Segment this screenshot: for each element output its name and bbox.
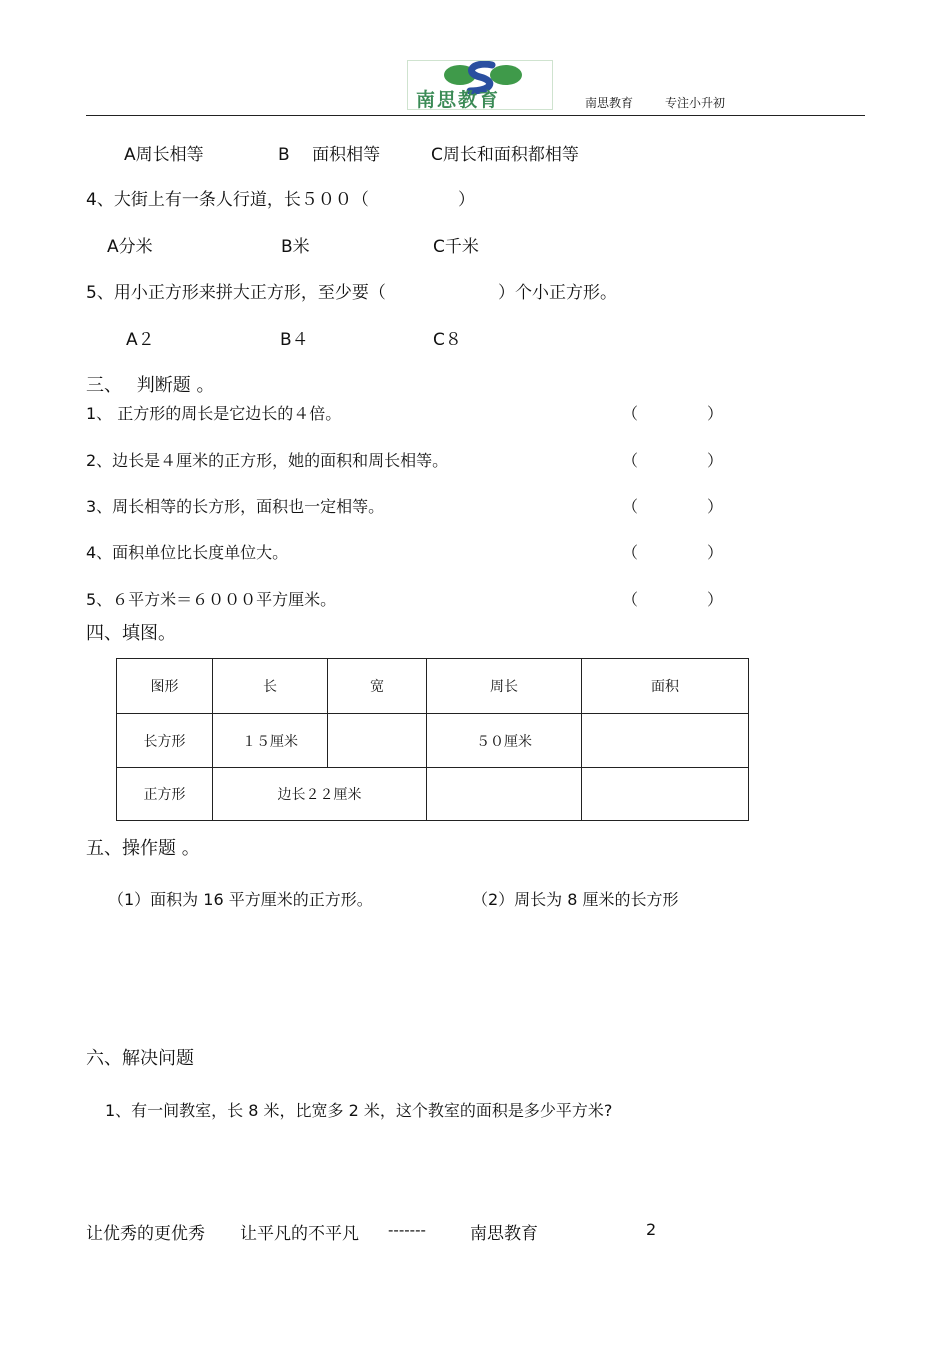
section3-title: 三、 判断题 。 bbox=[86, 375, 215, 396]
q5-question: 5、用小正方形来拼大正方形，至少要（ bbox=[86, 283, 386, 303]
q3-option-b: B 面积相等 bbox=[278, 145, 381, 165]
q5-option-b: B４ bbox=[280, 330, 309, 350]
table-header-cell: 周长 bbox=[427, 659, 582, 714]
judge-item-5: 5、６平方米＝６０００平方厘米。 bbox=[86, 590, 337, 609]
judge-paren-close-4: ） bbox=[707, 543, 724, 562]
judge-paren-open-4: （ bbox=[622, 543, 639, 562]
table-header-cell: 宽 bbox=[328, 659, 427, 714]
q4-option-b: B米 bbox=[281, 237, 310, 257]
operation-task-2: （2）周长为 8 厘米的长方形 bbox=[472, 890, 679, 909]
judge-item-3: 3、周长相等的长方形，面积也一定相等。 bbox=[86, 497, 385, 516]
footer-org: 南思教育 bbox=[470, 1224, 538, 1244]
header-slogan: 专注小升初 bbox=[665, 96, 726, 110]
judge-item-2: 2、边长是４厘米的正方形，她的面积和周长相等。 bbox=[86, 451, 449, 470]
operation-task-1: （1）面积为 16 平方厘米的正方形。 bbox=[108, 890, 373, 909]
logo-text: 南思教育 bbox=[416, 89, 501, 111]
judge-paren-open-1: （ bbox=[622, 404, 639, 423]
section6-title: 六、解决问题 bbox=[86, 1048, 194, 1069]
q3-option-a: A周长相等 bbox=[124, 145, 204, 165]
footer-motto-1: 让优秀的更优秀 bbox=[86, 1224, 205, 1244]
table-cell-side: 边长２２厘米 bbox=[213, 768, 427, 821]
judge-paren-close-3: ） bbox=[707, 497, 724, 516]
header-divider bbox=[86, 115, 865, 116]
problem-1: 1、有一间教室，长 8 米，比宽多 2 米，这个教室的面积是多少平方米? bbox=[105, 1101, 613, 1120]
logo bbox=[407, 60, 553, 110]
table-cell-shape: 正方形 bbox=[117, 768, 213, 821]
q5-close: ）个小正方形。 bbox=[498, 283, 617, 303]
footer-dashes: ------- bbox=[388, 1221, 426, 1239]
section5-title: 五、操作题 。 bbox=[86, 838, 200, 859]
page-number: 2 bbox=[646, 1220, 657, 1239]
table-cell-shape: 长方形 bbox=[117, 714, 213, 768]
judge-paren-close-2: ） bbox=[707, 451, 724, 470]
q4-option-a: A分米 bbox=[107, 237, 153, 257]
section4-title: 四、填图。 bbox=[86, 623, 176, 644]
judge-paren-close-5: ） bbox=[707, 590, 724, 609]
header-org-name: 南思教育 bbox=[585, 96, 634, 110]
table-cell-area bbox=[582, 768, 749, 821]
table-cell-perimeter bbox=[427, 768, 582, 821]
table-cell-length: １５厘米 bbox=[213, 714, 328, 768]
q4-question: 4、大街上有一条人行道，长５００（ bbox=[86, 190, 369, 210]
footer-motto-2: 让平凡的不平凡 bbox=[240, 1224, 359, 1244]
judge-paren-close-1: ） bbox=[707, 404, 724, 423]
table-cell-width bbox=[328, 714, 427, 768]
table-cell-area bbox=[582, 714, 749, 768]
q5-option-c: C８ bbox=[433, 330, 462, 350]
q3-option-c: C周长和面积都相等 bbox=[431, 145, 579, 165]
q5-option-a: A２ bbox=[126, 330, 155, 350]
judge-paren-open-3: （ bbox=[622, 497, 639, 516]
judge-item-4: 4、面积单位比长度单位大。 bbox=[86, 543, 289, 562]
judge-paren-open-2: （ bbox=[622, 451, 639, 470]
fill-table bbox=[116, 658, 749, 821]
judge-item-1: 1、 正方形的周长是它边长的４倍。 bbox=[86, 404, 342, 423]
table-header-cell: 图形 bbox=[117, 659, 213, 714]
q4-option-c: C千米 bbox=[433, 237, 479, 257]
q4-close: ） bbox=[458, 190, 475, 210]
table-cell-perimeter: ５０厘米 bbox=[427, 714, 582, 768]
judge-paren-open-5: （ bbox=[622, 590, 639, 609]
table-row bbox=[117, 768, 749, 821]
table-header-row bbox=[117, 659, 749, 714]
table-row bbox=[117, 714, 749, 768]
table-header-cell: 长 bbox=[213, 659, 328, 714]
table-header-cell: 面积 bbox=[582, 659, 749, 714]
